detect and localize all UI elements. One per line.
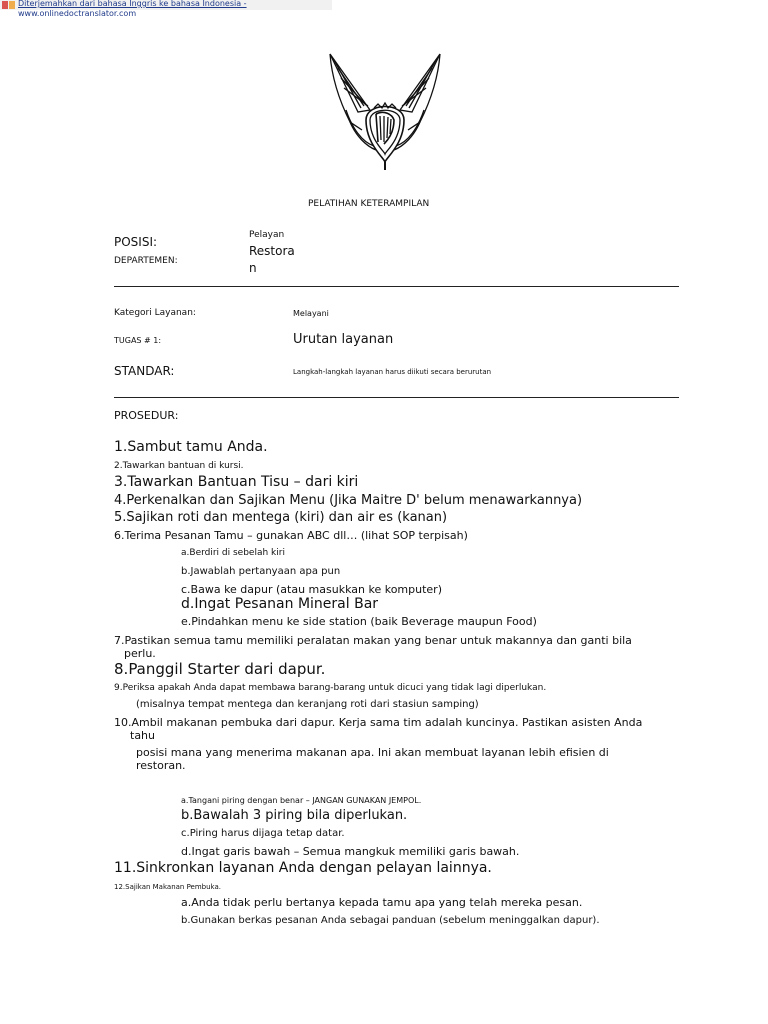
step-number: 11.	[114, 860, 137, 876]
step-7-line2: perlu.	[124, 647, 156, 660]
step-number: 6.	[114, 529, 125, 542]
step-text: Panggil Starter dari dapur.	[128, 660, 326, 678]
step-10-line2: tahu	[130, 729, 155, 742]
step-text: Sajikan Makanan Pembuka.	[125, 883, 222, 891]
standar-label: STANDAR:	[114, 364, 175, 378]
step-6c	[181, 583, 442, 596]
substep-text: Ingat Pesanan Mineral Bar	[194, 596, 379, 612]
step-number: 12.	[114, 883, 126, 891]
substep-text: Bawa ke dapur (atau masukkan ke komputer)	[190, 583, 442, 596]
step-text: Sinkronkan layanan Anda dengan pelayan lainnya.	[136, 860, 492, 876]
substep-letter: a.	[181, 548, 190, 558]
divider-top	[114, 286, 679, 287]
step-number: 10.	[114, 716, 132, 729]
substep-text: Gunakan berkas pesanan Anda sebagai panduan (sebelum meninggalkan dapur).	[190, 915, 600, 926]
substep-text: Berdiri di sebelah kiri	[189, 548, 285, 558]
step-3	[114, 474, 358, 490]
step-5	[114, 510, 447, 525]
step-number: 1.	[114, 439, 128, 455]
tugas-value: Urutan layanan	[293, 332, 394, 347]
winged-harp-emblem-icon	[326, 50, 444, 172]
substep-letter: c.	[181, 583, 191, 596]
substep-text: Jawablah pertanyaan apa pun	[190, 566, 341, 577]
posisi-value: Pelayan	[249, 230, 285, 240]
step-text: Ambil makanan pembuka dari dapur. Kerja sama tim adalah kuncinya. Pastikan asisten Anda	[131, 716, 643, 729]
step-10-line1	[114, 716, 642, 729]
translator-banner-url[interactable]: www.onlinedoctranslator.com	[18, 9, 137, 18]
step-number: 7.	[114, 634, 125, 647]
step-1	[114, 439, 268, 455]
kategori-value: Melayani	[293, 309, 329, 318]
translator-icon	[2, 1, 16, 9]
step-number: 8.	[114, 660, 129, 678]
step-7-line1	[114, 634, 632, 647]
substep-letter: d.	[181, 596, 195, 612]
substep-letter: b.	[181, 566, 191, 577]
step-6d	[181, 596, 378, 612]
step-number: 9.	[114, 683, 123, 693]
tugas-label: TUGAS # 1:	[114, 336, 162, 345]
step-12a	[181, 896, 582, 909]
posisi-label: POSISI:	[114, 235, 158, 249]
divider-bottom	[114, 397, 679, 398]
substep-letter: e.	[181, 615, 192, 628]
kategori-label: Kategori Layanan:	[114, 308, 196, 318]
document-title: PELATIHAN KETERAMPILAN	[308, 199, 430, 209]
departemen-value-line2: n	[249, 261, 257, 275]
step-10-line3: posisi mana yang menerima makanan apa. Ini akan membuat layanan lebih efisien di	[136, 746, 609, 759]
step-9-line1	[114, 683, 546, 693]
step-number: 2.	[114, 461, 123, 471]
step-text: Perkenalkan dan Sajikan Menu (Jika Maitre D' belum menawarkannya)	[126, 493, 583, 508]
step-2	[114, 461, 244, 471]
step-text: Tawarkan Bantuan Tisu – dari kiri	[127, 474, 359, 490]
step-number: 5.	[114, 510, 127, 525]
step-6b	[181, 566, 340, 577]
step-10b	[181, 808, 407, 823]
substep-letter: d.	[181, 845, 192, 858]
translator-banner[interactable]	[0, 0, 332, 18]
step-11	[114, 860, 492, 876]
substep-text: Pindahkan menu ke side station (baik Beverage maupun Food)	[191, 615, 537, 628]
departemen-value-line1: Restora	[249, 244, 295, 258]
step-number: 4.	[114, 493, 127, 508]
step-number: 3.	[114, 474, 128, 490]
step-10-line4: restoran.	[136, 759, 186, 772]
step-6a	[181, 548, 285, 558]
prosedur-label: PROSEDUR:	[114, 409, 179, 422]
step-10a	[181, 796, 421, 805]
step-9-line2: (misalnya tempat mentega dan keranjang roti dari stasiun samping)	[136, 699, 479, 710]
substep-letter: a.	[181, 796, 189, 805]
step-8	[114, 660, 325, 678]
step-text: Pastikan semua tamu memiliki peralatan makan yang benar untuk makannya dan ganti bila	[124, 634, 632, 647]
step-6	[114, 529, 468, 542]
substep-text: Ingat garis bawah – Semua mangkuk memiliki garis bawah.	[191, 845, 520, 858]
step-text: Periksa apakah Anda dapat membawa barang-barang untuk dicuci yang tidak lagi diperlukan.	[122, 683, 547, 693]
substep-letter: a.	[181, 896, 192, 909]
step-4	[114, 493, 582, 508]
step-10c	[181, 828, 345, 839]
substep-text: Tangani piring dengan benar – JANGAN GUNAKAN JEMPOL.	[188, 796, 422, 805]
step-text: Sambut tamu Anda.	[127, 439, 268, 455]
substep-text: Anda tidak perlu bertanya kepada tamu apa yang telah mereka pesan.	[191, 896, 583, 909]
step-text: Tawarkan bantuan di kursi.	[122, 461, 244, 471]
substep-text: Bawalah 3 piring bila diperlukan.	[193, 808, 408, 823]
translator-banner-text[interactable]: Diterjemahkan dari bahasa Inggris ke bahasa Indonesia -	[18, 0, 247, 8]
step-6e	[181, 615, 537, 628]
substep-text: Piring harus dijaga tetap datar.	[189, 828, 345, 839]
substep-letter: b.	[181, 808, 194, 823]
step-12	[114, 883, 221, 891]
departemen-label: DEPARTEMEN:	[114, 256, 178, 266]
substep-letter: b.	[181, 915, 191, 926]
standar-value: Langkah-langkah layanan harus diikuti secara berurutan	[293, 368, 492, 376]
step-10d	[181, 845, 519, 858]
step-12b	[181, 915, 600, 926]
step-text: Sajikan roti dan mentega (kiri) dan air es (kanan)	[126, 510, 448, 525]
substep-letter: c.	[181, 828, 190, 839]
step-text: Terima Pesanan Tamu – gunakan ABC dll… (lihat SOP terpisah)	[124, 529, 468, 542]
